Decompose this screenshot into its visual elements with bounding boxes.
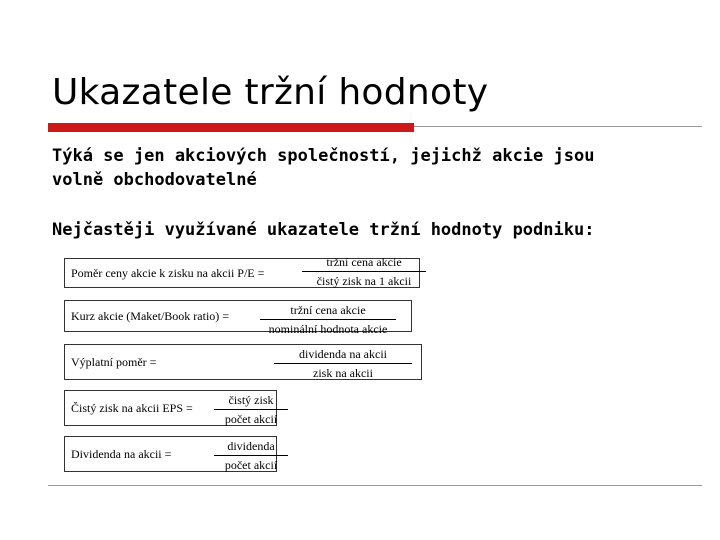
formula-pe [64, 255, 424, 290]
formula-dividend [64, 436, 279, 474]
numerator: tržní cena akcie [260, 302, 396, 320]
footer-rule [48, 485, 702, 486]
formula-label: Dividenda na akcii = [64, 436, 277, 472]
denominator: zisk na akcii [313, 366, 373, 380]
fraction [302, 254, 426, 289]
formula-label: Výplatní poměr = [64, 344, 422, 380]
denominator: nominální hodnota akcie [268, 322, 388, 336]
title-accent-bar [48, 123, 414, 132]
formula-label: Kurz akcie (Maket/Book ratio) = [64, 300, 412, 332]
slide-title: Ukazatele tržní hodnoty [52, 72, 489, 113]
denominator: čistý zisk na 1 akcii [316, 274, 412, 288]
fraction [260, 302, 396, 337]
formula-payout [64, 344, 424, 382]
denominator: počet akcií [224, 412, 278, 426]
numerator: dividenda [214, 438, 288, 456]
fraction [214, 438, 288, 473]
formula-label: Poměr ceny akcie k zisku na akcii P/E = [64, 258, 420, 288]
numerator: čistý zisk [214, 392, 288, 410]
formula-eps [64, 390, 279, 428]
numerator: tržní cena akcie [302, 254, 426, 272]
intro-paragraph [52, 144, 594, 192]
fraction [274, 346, 412, 381]
intro-line-1: Týká se jen akciových společností, jejichž akcie jsou [52, 146, 595, 166]
numerator: dividenda na akcii [274, 346, 412, 364]
formula-label: Čistý zisk na akcii EPS = [64, 390, 277, 426]
fraction [214, 392, 288, 427]
intro-line-2: volně obchodovatelné [52, 170, 257, 190]
formula-market-book [64, 300, 414, 336]
subheading: Nejčastěji využívané ukazatele tržní hodnoty podniku: [52, 220, 595, 240]
denominator: počet akcií [224, 458, 278, 472]
